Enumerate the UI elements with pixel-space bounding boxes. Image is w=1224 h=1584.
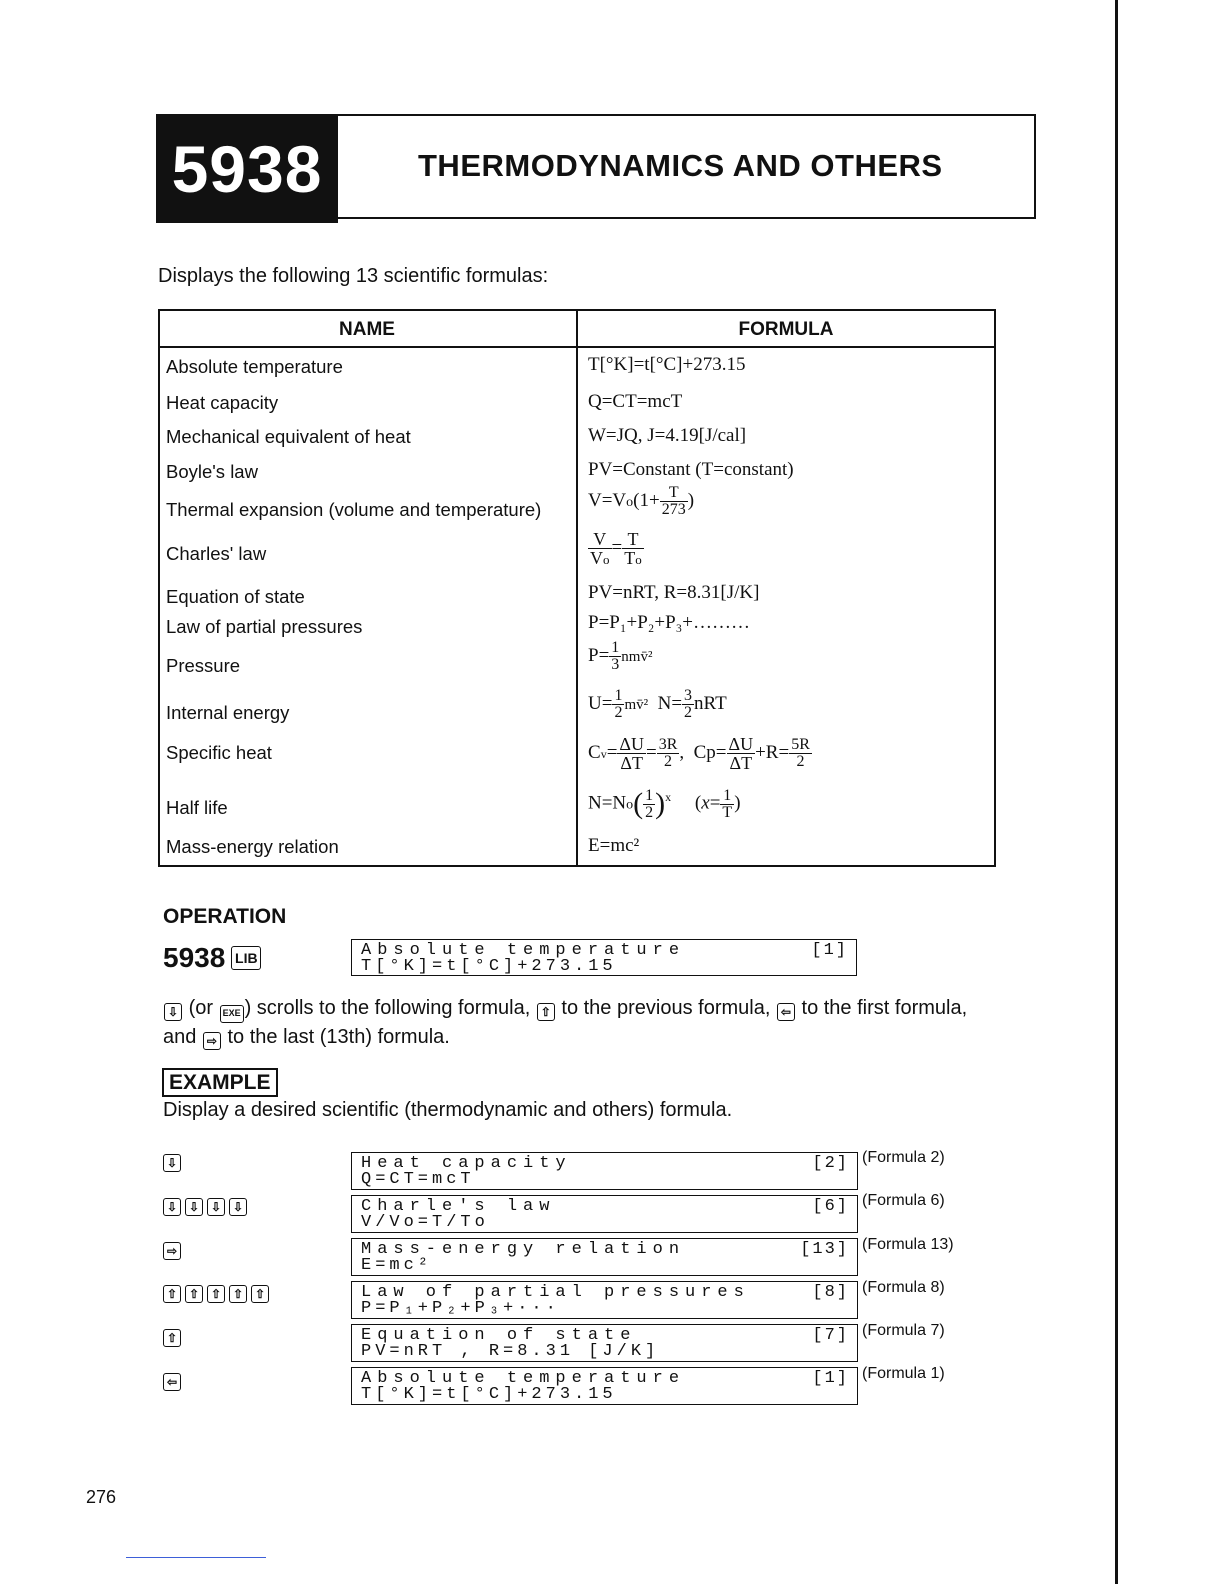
lcd-line-1: Charle's law xyxy=(361,1197,556,1216)
right-arrow-key-icon: ⇨ xyxy=(163,1242,181,1260)
row-name: Charles' law xyxy=(166,543,267,564)
row-name: Specific heat xyxy=(166,742,272,763)
lcd-line-2: E=mc² xyxy=(361,1256,433,1275)
example-step-keys xyxy=(163,1242,181,1260)
lcd-index: [2] xyxy=(812,1154,849,1173)
formula-note: (Formula 2) xyxy=(862,1149,945,1166)
row-name: Internal energy xyxy=(166,702,290,723)
down-arrow-key-icon: ⇩ xyxy=(229,1198,247,1216)
left-arrow-key-icon: ⇦ xyxy=(777,1003,795,1021)
lcd-index: [1] xyxy=(812,1369,849,1388)
example-description: Display a desired scientific (thermodynamic and others) formula. xyxy=(163,1099,733,1121)
footer-rule xyxy=(126,1557,266,1558)
example-label: EXAMPLE xyxy=(162,1068,278,1097)
page-edge-rule xyxy=(1115,0,1118,1584)
program-number: 5938 xyxy=(163,942,226,973)
example-step-keys xyxy=(163,1154,181,1172)
lcd-display xyxy=(351,1195,858,1233)
lcd-display xyxy=(351,1367,858,1405)
down-arrow-key-icon: ⇩ xyxy=(185,1198,203,1216)
lcd-display xyxy=(351,1324,858,1362)
example-step-keys xyxy=(163,1373,181,1391)
down-arrow-key-icon: ⇩ xyxy=(164,1003,182,1021)
table-column-divider xyxy=(576,309,578,867)
up-arrow-key-icon: ⇧ xyxy=(229,1285,247,1303)
lcd-display xyxy=(351,1281,858,1319)
formula-note: (Formula 7) xyxy=(862,1322,945,1339)
lcd-line-2: V/Vo=T/To xyxy=(361,1213,489,1232)
formula-boyles-law: PV=Constant (T=constant) xyxy=(588,459,794,480)
program-number: 5938 xyxy=(156,114,338,223)
left-arrow-key-icon: ⇦ xyxy=(163,1373,181,1391)
lcd-line-1: Mass-energy relation xyxy=(361,1240,686,1259)
example-step-keys xyxy=(163,1198,247,1216)
formula-note: (Formula 8) xyxy=(862,1279,945,1296)
lcd-line-1: Absolute temperature xyxy=(361,941,686,960)
operation-keystroke xyxy=(163,942,261,974)
formula-charles-law: $\frac{V}{Vo}$ = $\frac{T}{To}$ xyxy=(590,529,642,568)
lcd-line-1: Absolute temperature xyxy=(361,1369,686,1388)
row-name: Mass-energy relation xyxy=(166,836,339,857)
down-arrow-key-icon: ⇩ xyxy=(163,1154,181,1172)
table-header-divider xyxy=(158,346,996,348)
operation-description: ⇩ (or EXE ) scrolls to the following formula, ⇧ to the previous formula, ⇦ to the first formula, and ⇨ to the last (13th) formula. xyxy=(163,997,968,1048)
lcd-display xyxy=(351,1152,858,1190)
header-name: NAME xyxy=(339,319,395,340)
page-number: 276 xyxy=(86,1487,117,1507)
header-formula: FORMULA xyxy=(738,319,834,340)
up-arrow-key-icon: ⇧ xyxy=(537,1003,555,1021)
formula-internal-energy: U= $\frac{1}{2}$ mv̄² N= $\frac{3}{2}$ nRT xyxy=(588,687,727,721)
lcd-line-1: Equation of state xyxy=(361,1326,637,1345)
lcd-index: [1] xyxy=(811,941,848,960)
lcd-line-2: T[°K]=t[°C]+273.15 xyxy=(361,1385,617,1404)
lcd-line-2: T[°K]=t[°C]+273.15 xyxy=(361,957,617,976)
formula-note: (Formula 6) xyxy=(862,1192,945,1209)
row-name: Half life xyxy=(166,797,228,818)
lcd-display xyxy=(351,939,857,976)
operation-heading: OPERATION xyxy=(163,905,287,928)
row-name: Heat capacity xyxy=(166,392,279,413)
down-arrow-key-icon: ⇩ xyxy=(163,1198,181,1216)
lcd-line-2: P=P₁+P₂+P₃+··· xyxy=(361,1299,560,1318)
intro-text: Displays the following 13 scientific formulas: xyxy=(158,265,549,287)
lib-key-icon: LIB xyxy=(231,946,261,970)
lcd-index: [13] xyxy=(800,1240,849,1259)
page-title: THERMODYNAMICS AND OTHERS xyxy=(418,148,943,183)
up-arrow-key-icon: ⇧ xyxy=(251,1285,269,1303)
example-step-keys xyxy=(163,1329,181,1347)
up-arrow-key-icon: ⇧ xyxy=(163,1329,181,1347)
up-arrow-key-icon: ⇧ xyxy=(163,1285,181,1303)
lcd-index: [6] xyxy=(812,1197,849,1216)
lcd-index: [7] xyxy=(812,1326,849,1345)
formula-pressure: P= $\frac{1}{3}$ nmv̄² xyxy=(588,639,653,673)
down-arrow-key-icon: ⇩ xyxy=(207,1198,225,1216)
row-name: Thermal expansion (volume and temperature) xyxy=(166,499,542,520)
up-arrow-key-icon: ⇧ xyxy=(185,1285,203,1303)
right-arrow-key-icon: ⇨ xyxy=(203,1032,221,1050)
formula-equation-of-state: PV=nRT, R=8.31[J/K] xyxy=(588,582,760,603)
row-name: Pressure xyxy=(166,655,241,676)
formula-specific-heat: Cv= $\frac{\Delta U}{\Delta T}$ = $\frac{3R}{2}$ , Cp= $\frac{\Delta U}{\Delta T}$ +R= $\frac{5R}{2}$ xyxy=(588,734,810,773)
formula-partial-pressures: P=P₁+P₂+P₃+……… xyxy=(588,612,751,633)
row-name: Absolute temperature xyxy=(166,356,343,377)
formula-half-life: N=No( $\frac{1}{2}$ )$^x$ (x= $\frac{1}{T}$ ) xyxy=(588,786,741,821)
row-name: Mechanical equivalent of heat xyxy=(166,426,411,447)
row-name: Boyle's law xyxy=(166,461,258,482)
formula-note: (Formula 1) xyxy=(862,1365,945,1382)
formula-mechanical-equivalent: W=JQ, J=4.19[J/cal] xyxy=(588,425,747,446)
row-name: Law of partial pressures xyxy=(166,616,363,637)
formula-thermal-expansion: V=Vo(1+ $\frac{T}{273}$ ) xyxy=(588,484,695,518)
lcd-line-2: Q=CT=mcT xyxy=(361,1170,475,1189)
row-name: Equation of state xyxy=(166,586,305,607)
up-arrow-key-icon: ⇧ xyxy=(207,1285,225,1303)
lcd-index: [8] xyxy=(812,1283,849,1302)
example-step-keys xyxy=(163,1285,269,1303)
exe-key-icon: EXE xyxy=(220,1005,244,1023)
lcd-line-2: PV=nRT , R=8.31 [J/K] xyxy=(361,1342,660,1361)
formula-absolute-temperature: T[°K]=t[°C]+273.15 xyxy=(588,354,746,375)
lcd-line-1: Law of partial pressures xyxy=(361,1283,750,1302)
lcd-display xyxy=(351,1238,858,1276)
formula-note: (Formula 13) xyxy=(862,1236,954,1253)
formula-heat-capacity: Q=CT=mcT xyxy=(588,391,683,412)
lcd-line-1: Heat capacity xyxy=(361,1154,572,1173)
formula-mass-energy: E=mc² xyxy=(588,835,640,856)
